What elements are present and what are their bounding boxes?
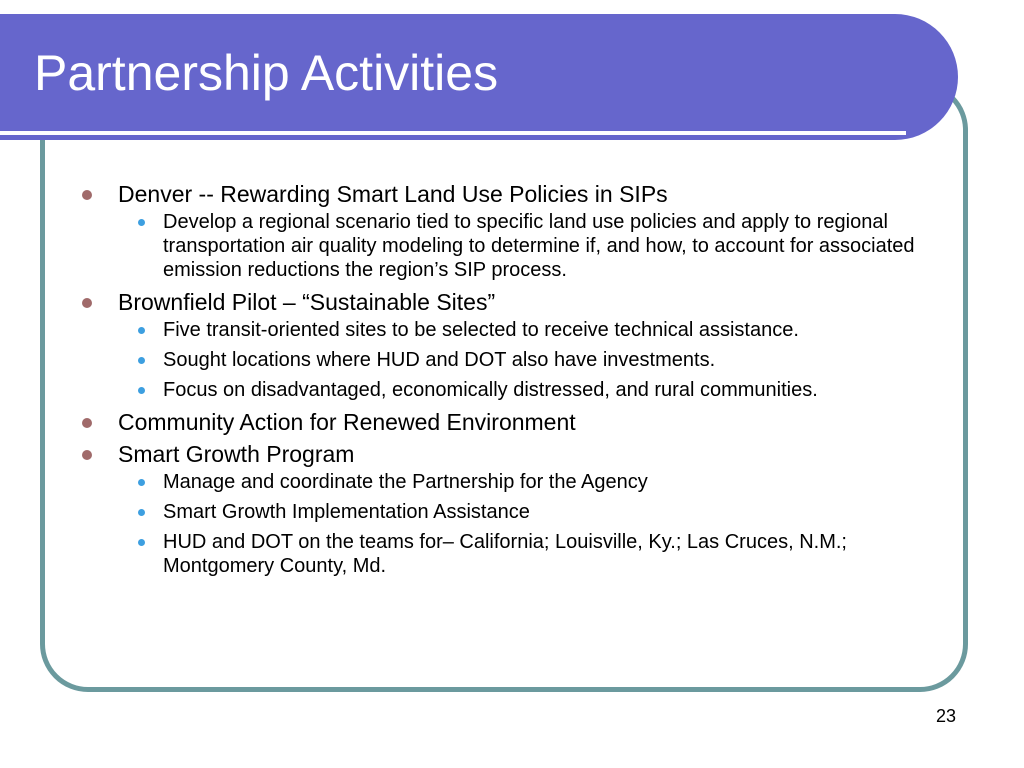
sub-bullet-list — [118, 318, 940, 402]
sub-bullet-text: Five transit-oriented sites to be selected to receive technical assistance. — [163, 319, 799, 341]
sub-bullet-item — [118, 378, 940, 402]
bullet-text: Brownfield Pilot – “Sustainable Sites” — [118, 289, 496, 315]
sub-bullet-list — [118, 470, 940, 578]
sub-bullet-dot-icon — [138, 539, 145, 546]
bullet-dot-icon — [82, 190, 92, 200]
sub-bullet-text: Manage and coordinate the Partnership for the Agency — [163, 471, 648, 493]
bullet-item — [80, 180, 940, 282]
sub-bullet-text: Focus on disadvantaged, economically distressed, and rural communities. — [163, 379, 818, 401]
sub-bullet-list — [118, 210, 940, 282]
bullet-item — [80, 408, 940, 436]
sub-bullet-text: Sought locations where HUD and DOT also have investments. — [163, 349, 716, 371]
sub-bullet-item — [118, 500, 940, 524]
bullet-text: Community Action for Renewed Environment — [118, 409, 576, 435]
bullet-list — [80, 180, 940, 584]
sub-bullet-dot-icon — [138, 327, 145, 334]
page-number: 23 — [936, 706, 957, 726]
sub-bullet-dot-icon — [138, 479, 145, 486]
sub-bullet-dot-icon — [138, 509, 145, 516]
sub-bullet-text: HUD and DOT on the teams for– California; Louisville, Ky.; Las Cruces, N.M.; Montgomery County, Md. — [163, 531, 847, 577]
title-underline — [0, 131, 906, 135]
bullet-text: Denver -- Rewarding Smart Land Use Policies in SIPs — [118, 181, 668, 207]
bullet-text: Smart Growth Program — [118, 441, 355, 467]
bullet-dot-icon — [82, 450, 92, 460]
bullet-item — [80, 288, 940, 402]
sub-bullet-dot-icon — [138, 357, 145, 364]
sub-bullet-item — [118, 470, 940, 494]
bullet-item — [80, 440, 940, 578]
sub-bullet-text: Develop a regional scenario tied to specific land use policies and apply to regional transportation air quality modeling to determine if, and how, to account for associated emission reductions the region’s SIP process. — [163, 211, 915, 281]
sub-bullet-item — [118, 210, 940, 282]
slide-title: Partnership Activities — [34, 45, 499, 101]
bullet-dot-icon — [82, 418, 92, 428]
sub-bullet-item — [118, 348, 940, 372]
sub-bullet-text: Smart Growth Implementation Assistance — [163, 501, 530, 523]
sub-bullet-item — [118, 318, 940, 342]
bullet-dot-icon — [82, 298, 92, 308]
sub-bullet-item — [118, 530, 940, 578]
sub-bullet-dot-icon — [138, 387, 145, 394]
sub-bullet-dot-icon — [138, 219, 145, 226]
